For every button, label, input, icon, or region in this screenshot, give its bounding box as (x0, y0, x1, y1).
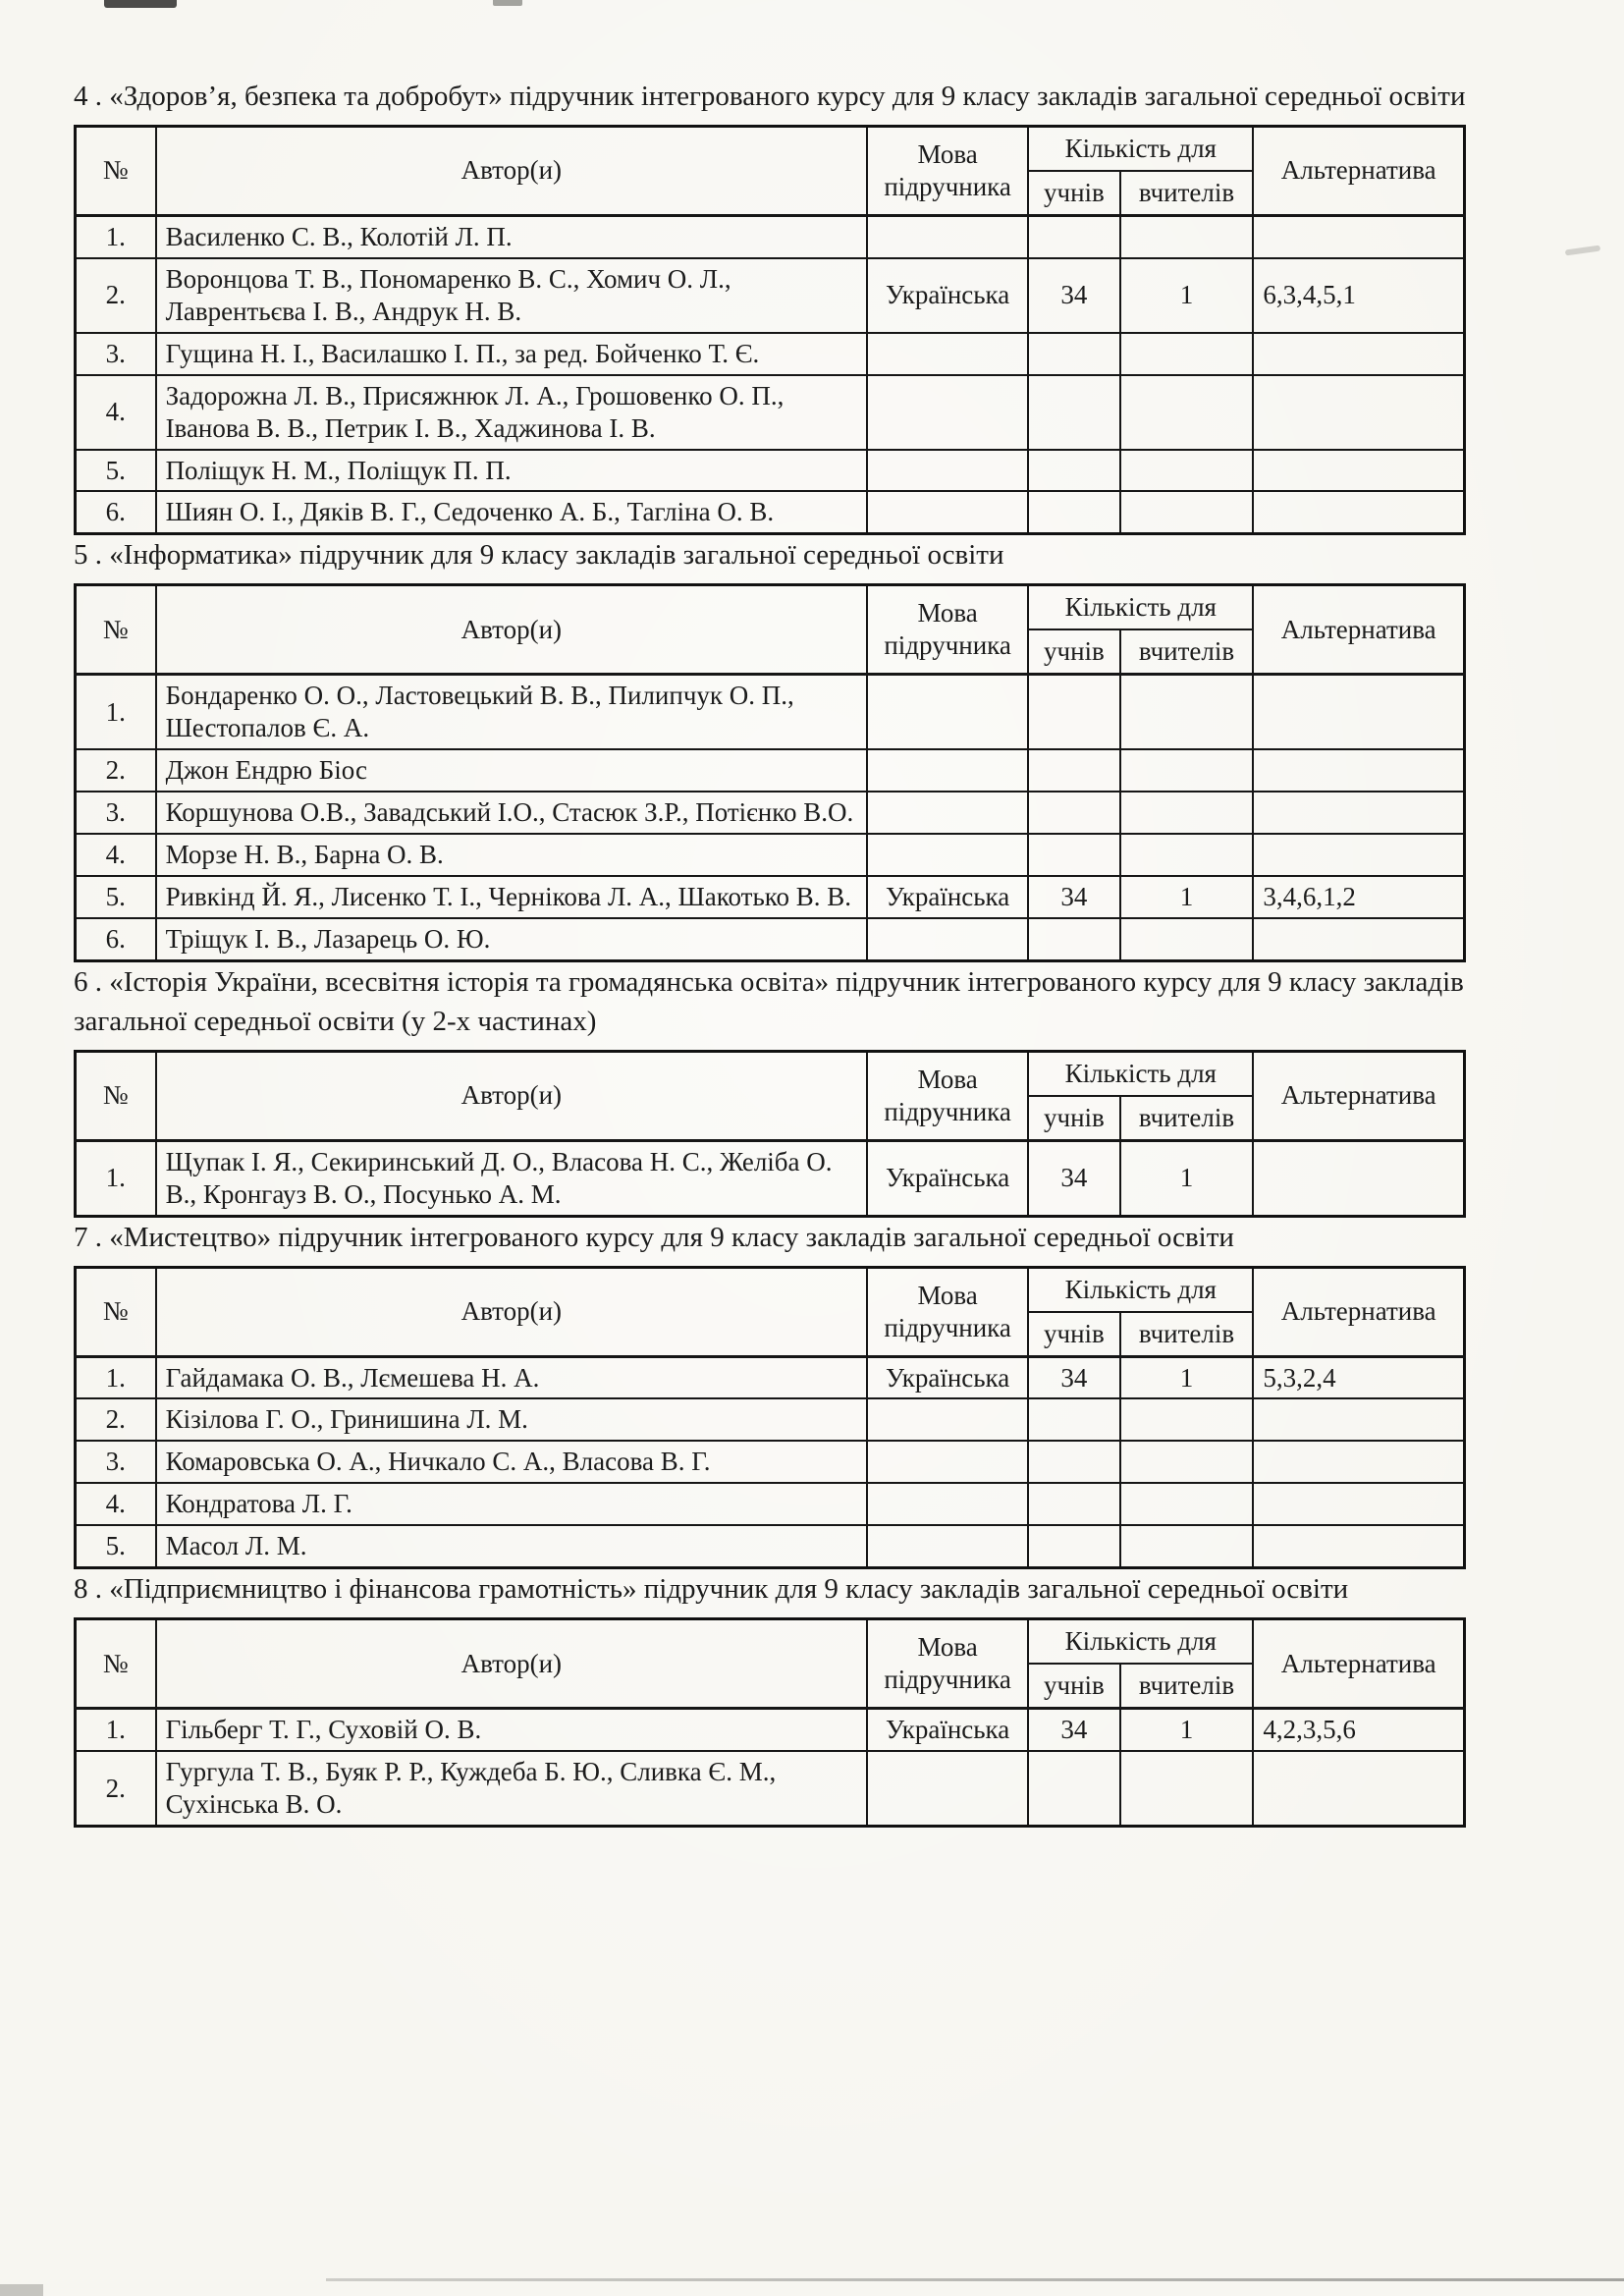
cell-language (867, 215, 1028, 257)
cell-authors: Ривкінд Й. Я., Лисенко Т. І., Чернікова Л. А., Шакотько В. В. (156, 876, 868, 918)
cell-teachers (1120, 1525, 1254, 1567)
cell-num: 1. (76, 1356, 156, 1398)
cell-teachers: 1 (1120, 258, 1254, 333)
cell-teachers (1120, 792, 1254, 834)
cell-language: Українська (867, 258, 1028, 333)
table-row (76, 1709, 1465, 1751)
column-header-quantity-group: Кількість для (1028, 585, 1253, 629)
cell-alternative (1253, 1483, 1464, 1525)
table-row (76, 1398, 1465, 1441)
cell-language (867, 333, 1028, 375)
cell-language (867, 1525, 1028, 1567)
cell-language (867, 450, 1028, 492)
cell-num: 6. (76, 491, 156, 533)
cell-alternative (1253, 1525, 1464, 1567)
section-title: 4 . «Здоров’я, безпека та добробут» підручник інтегрованого курсу для 9 класу закладів загальної середньої освіти (74, 81, 1466, 112)
cell-num: 5. (76, 1525, 156, 1567)
cell-authors: Бондаренко О. О., Ластовецький В. В., Пилипчук О. П., Шестопалов Є. А. (156, 675, 868, 749)
column-header-students: учнів (1028, 629, 1119, 674)
column-header-num: № (76, 127, 156, 216)
column-header-authors: Автор(и) (156, 1267, 868, 1356)
cell-authors: Морзе Н. В., Барна О. В. (156, 834, 868, 876)
table-row (76, 450, 1465, 492)
cell-teachers (1120, 918, 1254, 960)
table-row (76, 333, 1465, 375)
column-header-language: Мова підручника (867, 585, 1028, 675)
table-row (76, 1483, 1465, 1525)
cell-students (1028, 834, 1119, 876)
cell-teachers (1120, 333, 1254, 375)
column-header-quantity-group: Кількість для (1028, 1267, 1253, 1311)
header-row-1 (76, 585, 1465, 629)
cell-alternative (1253, 918, 1464, 960)
cell-language (867, 1483, 1028, 1525)
cell-num: 1. (76, 675, 156, 749)
column-header-language: Мова підручника (867, 1619, 1028, 1709)
column-header-teachers: вчителів (1120, 1312, 1254, 1356)
cell-students: 34 (1028, 1140, 1119, 1216)
cell-num: 3. (76, 1441, 156, 1483)
cell-alternative (1253, 1751, 1464, 1826)
cell-language (867, 1751, 1028, 1826)
cell-authors: Гайдамака О. В., Лємешева Н. А. (156, 1356, 868, 1398)
cell-students (1028, 1751, 1119, 1826)
cell-language (867, 1398, 1028, 1441)
cell-num: 5. (76, 876, 156, 918)
cell-authors: Комаровська О. А., Ничкало С. А., Власова В. Г. (156, 1441, 868, 1483)
cell-num: 3. (76, 333, 156, 375)
column-header-num: № (76, 1051, 156, 1140)
cell-alternative: 6,3,4,5,1 (1253, 258, 1464, 333)
column-header-language: Мова підручника (867, 127, 1028, 216)
cell-num: 4. (76, 834, 156, 876)
column-header-num: № (76, 1619, 156, 1709)
table-header (76, 1267, 1465, 1356)
table-row (76, 215, 1465, 257)
column-header-teachers: вчителів (1120, 1096, 1254, 1140)
column-header-quantity-group: Кількість для (1028, 1619, 1253, 1664)
cell-teachers (1120, 834, 1254, 876)
section-6 (74, 962, 1538, 1218)
cell-alternative (1253, 1140, 1464, 1216)
cell-students (1028, 1441, 1119, 1483)
cell-teachers: 1 (1120, 1140, 1254, 1216)
column-header-alternative: Альтернатива (1253, 127, 1464, 216)
cell-teachers (1120, 491, 1254, 533)
column-header-alternative: Альтернатива (1253, 1619, 1464, 1709)
table-row (76, 258, 1465, 333)
cell-language: Українська (867, 1709, 1028, 1751)
cell-students (1028, 1525, 1119, 1567)
section-8 (74, 1569, 1538, 1828)
cell-students (1028, 1483, 1119, 1525)
section-7 (74, 1218, 1538, 1570)
column-header-students: учнів (1028, 171, 1119, 215)
cell-alternative: 4,2,3,5,6 (1253, 1709, 1464, 1751)
column-header-num: № (76, 1267, 156, 1356)
cell-num: 3. (76, 792, 156, 834)
column-header-authors: Автор(и) (156, 585, 868, 675)
cell-num: 2. (76, 258, 156, 333)
cell-num: 2. (76, 1398, 156, 1441)
cell-num: 2. (76, 1751, 156, 1826)
scan-artifact (326, 2278, 1624, 2281)
scan-artifact (493, 0, 522, 6)
cell-authors: Шиян О. І., Дяків В. Г., Седоченко А. Б., Тагліна О. В. (156, 491, 868, 533)
header-row-1 (76, 1267, 1465, 1311)
column-header-alternative: Альтернатива (1253, 1267, 1464, 1356)
table-row (76, 749, 1465, 792)
column-header-authors: Автор(и) (156, 1619, 868, 1709)
column-header-quantity-group: Кількість для (1028, 127, 1253, 171)
cell-alternative: 5,3,2,4 (1253, 1356, 1464, 1398)
cell-authors: Гільберг Т. Г., Суховій О. В. (156, 1709, 868, 1751)
cell-authors: Кондратова Л. Г. (156, 1483, 868, 1525)
cell-alternative (1253, 375, 1464, 450)
cell-authors: Тріщук І. В., Лазарець О. Ю. (156, 918, 868, 960)
cell-alternative (1253, 834, 1464, 876)
table-row (76, 876, 1465, 918)
cell-language (867, 491, 1028, 533)
column-header-students: учнів (1028, 1664, 1119, 1708)
cell-num: 4. (76, 375, 156, 450)
table-body (76, 1140, 1465, 1216)
textbook-table-4 (74, 125, 1466, 535)
header-row-1 (76, 1619, 1465, 1664)
table-row (76, 1356, 1465, 1398)
section-title: 8 . «Підприємництво і фінансова грамотність» підручник для 9 класу закладів загальної середньої освіти (74, 1573, 1349, 1606)
cell-students (1028, 749, 1119, 792)
section-title: 7 . «Мистецтво» підручник інтегрованого курсу для 9 класу закладів загальної середньої освіти (74, 1221, 1234, 1253)
table-body (76, 675, 1465, 961)
cell-language (867, 675, 1028, 749)
table-header (76, 127, 1465, 216)
cell-language: Українська (867, 1356, 1028, 1398)
cell-students (1028, 215, 1119, 257)
cell-authors: Василенко С. В., Колотій Л. П. (156, 215, 868, 257)
column-header-language: Мова підручника (867, 1051, 1028, 1140)
cell-language (867, 749, 1028, 792)
column-header-teachers: вчителів (1120, 171, 1254, 215)
cell-teachers (1120, 749, 1254, 792)
cell-authors: Кізілова Г. О., Гринишина Л. М. (156, 1398, 868, 1441)
table-row (76, 918, 1465, 960)
table-row (76, 675, 1465, 749)
cell-alternative (1253, 491, 1464, 533)
cell-teachers (1120, 1483, 1254, 1525)
column-header-alternative: Альтернатива (1253, 1051, 1464, 1140)
cell-students: 34 (1028, 1709, 1119, 1751)
cell-students: 34 (1028, 876, 1119, 918)
column-header-language: Мова підручника (867, 1267, 1028, 1356)
scan-artifact (0, 2284, 43, 2296)
cell-authors: Джон Ендрю Біос (156, 749, 868, 792)
cell-language (867, 834, 1028, 876)
cell-authors: Коршунова О.В., Завадський І.О., Стасюк З.Р., Потієнко В.О. (156, 792, 868, 834)
table-row (76, 834, 1465, 876)
cell-teachers (1120, 215, 1254, 257)
column-header-teachers: вчителів (1120, 629, 1254, 674)
column-header-authors: Автор(и) (156, 1051, 868, 1140)
cell-authors: Щупак І. Я., Секиринський Д. О., Власова Н. С., Желіба О. В., Кронгауз В. О., Посунько А. М. (156, 1140, 868, 1216)
cell-teachers (1120, 375, 1254, 450)
cell-num: 2. (76, 749, 156, 792)
cell-num: 6. (76, 918, 156, 960)
table-row (76, 1140, 1465, 1216)
cell-students: 34 (1028, 1356, 1119, 1398)
textbook-table-6 (74, 1050, 1466, 1218)
section-title: 6 . «Історія України, всесвітня історія та громадянська освіта» підручник інтегрованого курсу для 9 класу закладів загальної середньої освіти (у 2-х частинах) (74, 965, 1464, 1037)
cell-students (1028, 1398, 1119, 1441)
header-row-1 (76, 1051, 1465, 1095)
header-row-1 (76, 127, 1465, 171)
textbook-table-8 (74, 1617, 1466, 1828)
table-body (76, 1356, 1465, 1568)
section-4 (74, 77, 1538, 535)
cell-teachers (1120, 1441, 1254, 1483)
column-header-teachers: вчителів (1120, 1664, 1254, 1708)
cell-students (1028, 675, 1119, 749)
cell-num: 1. (76, 215, 156, 257)
cell-num: 1. (76, 1140, 156, 1216)
cell-alternative (1253, 675, 1464, 749)
cell-num: 4. (76, 1483, 156, 1525)
cell-students: 34 (1028, 258, 1119, 333)
cell-language (867, 918, 1028, 960)
cell-teachers (1120, 450, 1254, 492)
table-row (76, 792, 1465, 834)
cell-alternative (1253, 749, 1464, 792)
cell-teachers (1120, 1751, 1254, 1826)
cell-language (867, 375, 1028, 450)
cell-language (867, 792, 1028, 834)
column-header-students: учнів (1028, 1312, 1119, 1356)
sections-container (74, 77, 1538, 1828)
cell-alternative (1253, 1441, 1464, 1483)
column-header-quantity-group: Кількість для (1028, 1051, 1253, 1095)
cell-alternative (1253, 792, 1464, 834)
cell-students (1028, 375, 1119, 450)
cell-num: 5. (76, 450, 156, 492)
cell-students (1028, 450, 1119, 492)
cell-teachers: 1 (1120, 1709, 1254, 1751)
cell-authors: Гургула Т. В., Буяк Р. Р., Куждеба Б. Ю., Сливка Є. М., Сухінська В. О. (156, 1751, 868, 1826)
textbook-table-5 (74, 583, 1466, 961)
scan-artifact (104, 0, 177, 8)
cell-students (1028, 333, 1119, 375)
column-header-authors: Автор(и) (156, 127, 868, 216)
cell-teachers (1120, 1398, 1254, 1441)
table-row (76, 375, 1465, 450)
cell-teachers: 1 (1120, 1356, 1254, 1398)
column-header-alternative: Альтернатива (1253, 585, 1464, 675)
table-row (76, 1525, 1465, 1567)
cell-alternative (1253, 450, 1464, 492)
table-body (76, 1709, 1465, 1827)
cell-students (1028, 918, 1119, 960)
cell-students (1028, 491, 1119, 533)
scan-artifact (1565, 246, 1600, 256)
table-header (76, 1619, 1465, 1709)
cell-language (867, 1441, 1028, 1483)
section-title: 5 . «Інформатика» підручник для 9 класу закладів загальної середньої освіти (74, 539, 1004, 572)
cell-alternative (1253, 1398, 1464, 1441)
cell-authors: Масол Л. М. (156, 1525, 868, 1567)
table-row (76, 1441, 1465, 1483)
cell-alternative (1253, 215, 1464, 257)
cell-language: Українська (867, 876, 1028, 918)
column-header-students: учнів (1028, 1096, 1119, 1140)
table-header (76, 585, 1465, 675)
cell-authors: Воронцова Т. В., Пономаренко В. С., Хомич О. Л., Лаврентьєва І. В., Андрук Н. В. (156, 258, 868, 333)
cell-alternative (1253, 333, 1464, 375)
table-header (76, 1051, 1465, 1140)
textbook-table-7 (74, 1266, 1466, 1570)
cell-alternative: 3,4,6,1,2 (1253, 876, 1464, 918)
section-5 (74, 535, 1538, 961)
cell-teachers (1120, 675, 1254, 749)
column-header-num: № (76, 585, 156, 675)
cell-authors: Гущина Н. І., Василашко І. П., за ред. Бойченко Т. Є. (156, 333, 868, 375)
cell-language: Українська (867, 1140, 1028, 1216)
cell-teachers: 1 (1120, 876, 1254, 918)
table-body (76, 215, 1465, 534)
cell-authors: Поліщук Н. М., Поліщук П. П. (156, 450, 868, 492)
cell-students (1028, 792, 1119, 834)
table-row (76, 1751, 1465, 1826)
cell-num: 1. (76, 1709, 156, 1751)
table-row (76, 491, 1465, 533)
cell-authors: Задорожна Л. В., Присяжнюк Л. А., Грошовенко О. П., Іванова В. В., Петрик І. В., Хаджинова І. В. (156, 375, 868, 450)
